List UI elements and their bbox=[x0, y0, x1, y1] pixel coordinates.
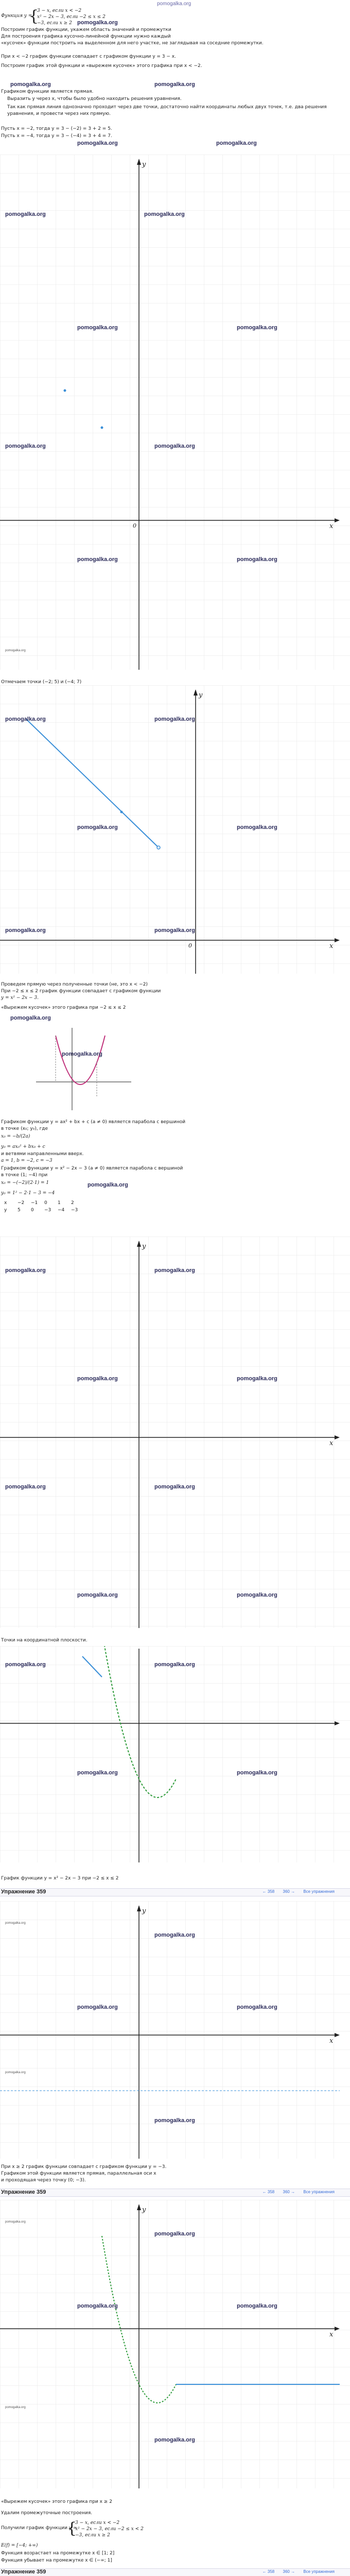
case-1: 3 − x, если x < −2 bbox=[37, 8, 82, 13]
y-axis-label: y bbox=[142, 161, 146, 168]
graph-1-canvas bbox=[0, 155, 350, 670]
watermark: pomogalka.org bbox=[77, 1592, 118, 1598]
watermark: pomogalka.org bbox=[10, 1015, 51, 1021]
open-point bbox=[157, 846, 160, 849]
case-3: −3, если x ≥ 2 bbox=[37, 21, 72, 26]
y-axis-label: y bbox=[142, 1907, 146, 1915]
watermark: pomogalka.org bbox=[5, 211, 46, 217]
watermark: pomogalka.org bbox=[77, 1376, 118, 1382]
watermark: pomogalka.org bbox=[77, 824, 118, 831]
watermark: pomogalka.org bbox=[154, 716, 195, 722]
watermark: pomogalka.org bbox=[237, 1592, 277, 1598]
result-function bbox=[1, 2519, 207, 2540]
x-axis-label: x bbox=[329, 2037, 334, 2045]
watermark: pomogalka.org bbox=[5, 927, 46, 934]
table-cell: −1 bbox=[31, 1200, 38, 1206]
watermark-small: pomogalka.org bbox=[5, 2221, 26, 2224]
graph-2 bbox=[0, 685, 350, 974]
next-exercise-link[interactable]: 360 → bbox=[283, 2190, 295, 2194]
graph-4-canvas bbox=[0, 1646, 350, 1862]
section4-p1: При x ≥ 2 график функции совпадает с графиком функции y = −3. bbox=[1, 2164, 167, 2170]
graph-4 bbox=[0, 1646, 350, 1862]
watermark: pomogalka.org bbox=[154, 1932, 195, 1938]
case-2: x² − 2x − 3, если −2 ≤ x < 2 bbox=[75, 2527, 144, 2532]
watermark: pomogalka.org bbox=[154, 1267, 195, 1274]
watermark: pomogalka.org bbox=[77, 140, 118, 146]
watermark: pomogalka.org bbox=[154, 2437, 195, 2443]
watermark: pomogalka.org bbox=[5, 1267, 46, 1274]
graph-6-canvas bbox=[0, 2200, 350, 2488]
case-3: −3, если x ≥ 2 bbox=[75, 2533, 110, 2538]
watermark-small: pomogalka.org bbox=[5, 2071, 26, 2074]
watermark: pomogalka.org bbox=[237, 1376, 277, 1382]
prev-exercise-link[interactable]: ← 358 bbox=[262, 2190, 275, 2194]
parabola-p6: в точке (1; −4) при bbox=[1, 1173, 48, 1178]
table-row-y bbox=[4, 1208, 84, 1213]
table-cell: 0 bbox=[44, 1200, 47, 1206]
prev-exercise-link[interactable]: ← 358 bbox=[262, 2569, 275, 2574]
function-label: Функция y = bbox=[1, 13, 32, 19]
watermark: pomogalka.org bbox=[154, 1662, 195, 1668]
intro-p6: Графиком функции является прямая. bbox=[1, 89, 94, 94]
table-cell: 5 bbox=[18, 1208, 21, 1213]
watermark: pomogalka.org bbox=[62, 1051, 102, 1057]
graph-3-canvas bbox=[0, 1236, 350, 1628]
graph-5 bbox=[0, 1901, 350, 2159]
x-axis-label: x bbox=[329, 942, 334, 950]
section2-p5: «Вырежем кусочек» этого графика при −2 ≤ x ≤ 2 bbox=[1, 1005, 126, 1010]
section4-p2: Графиком этой функции является прямая, параллельная оси x bbox=[1, 2171, 156, 2176]
watermark: pomogalka.org bbox=[237, 2303, 277, 2309]
exercise-nav bbox=[255, 2569, 335, 2574]
x-axis-label: x bbox=[329, 1439, 334, 1447]
watermark: pomogalka.org bbox=[237, 1770, 277, 1776]
watermark: pomogalka.org bbox=[5, 1662, 46, 1668]
value-table bbox=[4, 1200, 84, 1213]
exercise-bar bbox=[0, 2568, 350, 2576]
section2-p1: Отмечаем точки (−2; 5) и (−4; 7) bbox=[1, 680, 82, 685]
section5-p3: E(f) = [−4; +∞) bbox=[1, 2543, 38, 2548]
site-logo[interactable]: pomogalka.org bbox=[157, 1, 191, 7]
origin-label: 0 bbox=[188, 942, 192, 949]
y-axis-label: y bbox=[142, 2206, 146, 2214]
watermark: pomogalka.org bbox=[237, 2004, 277, 2010]
exercise-title: Упражнение 359 bbox=[1, 1889, 46, 1895]
watermark: pomogalka.org bbox=[154, 2117, 195, 2124]
parabola-p5: Графиком функции y = x² − 2x − 3 (a ≠ 0) является парабола с вершиной bbox=[1, 1166, 183, 1171]
parabola-p3: и ветвями направленными вверх. bbox=[1, 1151, 84, 1157]
result-label: Получили график функции y = bbox=[1, 2526, 77, 2531]
table-cell: 0 bbox=[31, 1208, 34, 1213]
section3-p2: График функции y = x² − 2x − 3 при −2 ≤ x ≤ 2 bbox=[1, 1876, 119, 1881]
watermark-small: pomogalka.org bbox=[5, 2406, 26, 2409]
exercise-title: Упражнение 359 bbox=[1, 2189, 46, 2195]
section4-p3: и проходящая через точку (0; −3). bbox=[1, 2178, 86, 2183]
section4-p4: «Вырежем кусочек» этого графика при x ≥ 2 bbox=[1, 2499, 112, 2504]
watermark: pomogalka.org bbox=[144, 211, 185, 217]
parabola-p4: a = 1, b = −2, c = −3 bbox=[1, 1158, 52, 1163]
watermark: pomogalka.org bbox=[237, 325, 277, 331]
intro-p7: Выразить y через x, чтобы было удобно находить решения уравнения. bbox=[7, 96, 182, 101]
watermark: pomogalka.org bbox=[5, 1484, 46, 1490]
all-exercises-link[interactable]: Все упражнения bbox=[303, 1889, 335, 1894]
watermark: pomogalka.org bbox=[216, 140, 257, 146]
watermark: pomogalka.org bbox=[154, 927, 195, 934]
next-exercise-link[interactable]: 360 → bbox=[283, 2569, 295, 2574]
prev-exercise-link[interactable]: ← 358 bbox=[262, 1889, 275, 1894]
watermark: pomogalka.org bbox=[10, 81, 51, 88]
all-exercises-link[interactable]: Все упражнения bbox=[303, 2190, 335, 2194]
watermark: pomogalka.org bbox=[87, 1182, 128, 1188]
section5-p1: Удалим промежуточные построения. bbox=[1, 2511, 93, 2516]
all-exercises-link[interactable]: Все упражнения bbox=[303, 2569, 335, 2574]
section5-p4: Функция возрастает на промежутке x ∈ [1; 2] bbox=[1, 2551, 115, 2556]
watermark-small: pomogalka.org bbox=[5, 649, 26, 652]
y-axis-label: y bbox=[199, 691, 203, 699]
exercise-bar bbox=[0, 2189, 350, 2197]
x-axis-label: x bbox=[329, 2331, 334, 2338]
parabola-p1: Графиком функции y = ax² + bx + c (a ≠ 0) является парабола с вершиной bbox=[1, 1120, 186, 1125]
watermark: pomogalka.org bbox=[77, 2004, 118, 2010]
watermark: pomogalka.org bbox=[77, 20, 118, 26]
section3-p1: Точки на координатной плоскости. bbox=[1, 1638, 87, 1643]
watermark: pomogalka.org bbox=[77, 2303, 118, 2309]
watermark: pomogalka.org bbox=[154, 443, 195, 449]
watermark: pomogalka.org bbox=[5, 443, 46, 449]
case-1: 3 − x, если x < −2 bbox=[75, 2520, 120, 2526]
watermark: pomogalka.org bbox=[154, 1484, 195, 1490]
point-minus4-7 bbox=[120, 811, 123, 814]
parabola-calc2: y₀ = 1² − 2·1 − 3 = −4 bbox=[1, 1191, 55, 1196]
watermark: pomogalka.org bbox=[5, 716, 46, 722]
exercise-nav bbox=[255, 1889, 335, 1894]
parabola-x0: x₀ = −b/(2a) bbox=[1, 1134, 30, 1139]
intro-p5: Построим график этой функции и «вырежем кусочек» этого графика при x < −2. bbox=[1, 63, 202, 69]
parabola-calc1: x₀ = −(−2)/(2·1) = 1 bbox=[1, 1180, 49, 1185]
table-cell: −4 bbox=[58, 1208, 65, 1213]
y-axis-label: y bbox=[142, 1243, 146, 1250]
table-cell: 2 bbox=[71, 1200, 74, 1206]
case-2: x² − 2x − 3, если −2 ≤ x ≤ 2 bbox=[37, 14, 106, 20]
exercise-title: Упражнение 359 bbox=[1, 2569, 46, 2575]
intro-p2: Для построения графика кусочно-линейной функции нужно каждый bbox=[1, 34, 171, 39]
graph-3 bbox=[0, 1236, 350, 1628]
section2-p4: y = x² − 2x − 3. bbox=[1, 995, 39, 1001]
intro-p9: Пусть x = −2, тогда y = 3 − (−2) = 3 + 2 = 5. bbox=[1, 126, 112, 131]
watermark-small: pomogalka.org bbox=[5, 1922, 26, 1925]
intro-p3: «кусочек» функции построить на выделенном для него участке, не заглядывая на соседние промежутки. bbox=[1, 41, 264, 46]
watermark: pomogalka.org bbox=[77, 1770, 118, 1776]
parabola-p2: в точке (x₀; y₀), где bbox=[1, 1126, 48, 1131]
brace: { bbox=[29, 7, 39, 25]
parabola-sketch-canvas bbox=[31, 1025, 134, 1113]
point-minus2-5 bbox=[101, 427, 103, 429]
table-cell: 1 bbox=[58, 1200, 61, 1206]
intro-p4: При x < −2 график функции совпадает с графиком функции y = 3 − x. bbox=[1, 54, 176, 59]
watermark: pomogalka.org bbox=[154, 2231, 195, 2237]
parabola-sketch bbox=[31, 1025, 134, 1113]
watermark: pomogalka.org bbox=[77, 325, 118, 331]
section2-p2: Проведем прямую через полученные точки (не, это x < −2) bbox=[1, 982, 148, 987]
table-cell: −3 bbox=[44, 1208, 51, 1213]
origin-label: 0 bbox=[133, 522, 136, 529]
intro-p10: Пусть x = −4, тогда y = 3 − (−4) = 3 + 4 = 7. bbox=[1, 133, 112, 139]
brace: { bbox=[67, 2519, 77, 2537]
section2-p3: При −2 ≤ x ≤ 2 график функции совпадает с графиком функции bbox=[1, 989, 161, 994]
watermark: pomogalka.org bbox=[154, 81, 195, 88]
table-cell: x bbox=[4, 1200, 7, 1206]
next-exercise-link[interactable]: 360 → bbox=[283, 1889, 295, 1894]
table-row-x bbox=[4, 1200, 84, 1206]
parabola-y0: y₀ = ax₀² + bx₀ + c bbox=[1, 1144, 45, 1149]
watermark: pomogalka.org bbox=[237, 824, 277, 831]
graph-1 bbox=[0, 155, 350, 670]
point-minus4-7 bbox=[64, 389, 66, 392]
table-cell: y bbox=[4, 1208, 7, 1213]
exercise-bar bbox=[0, 1888, 350, 1896]
table-cell: −2 bbox=[18, 1200, 25, 1206]
graph-6 bbox=[0, 2200, 350, 2488]
intro-p8: Так как прямая линия однозначно проходит через две точки, достаточно найти координаты любых двух точек, т.е. два решения уравнения, и провести через них прямую. bbox=[7, 105, 327, 116]
watermark: pomogalka.org bbox=[237, 556, 277, 563]
table-cell: −3 bbox=[71, 1208, 78, 1213]
exercise-nav bbox=[255, 2190, 335, 2194]
section5-p5: Функция убывает на промежутке x ∈ (−∞; 1] bbox=[1, 2558, 112, 2563]
intro-p1: Построим график функции, укажем область значений и промежутки bbox=[1, 27, 171, 32]
watermark: pomogalka.org bbox=[77, 556, 118, 563]
x-axis-label: x bbox=[329, 522, 334, 530]
